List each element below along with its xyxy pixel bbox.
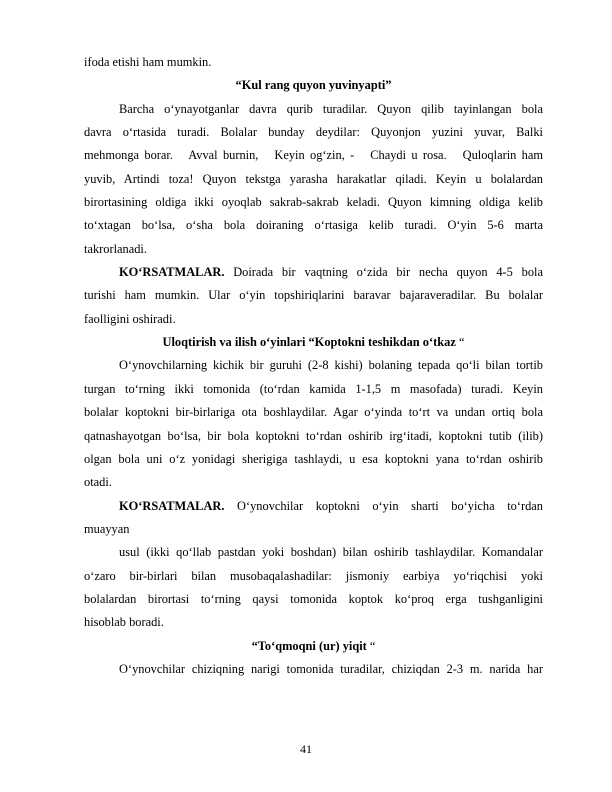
text-line: davra o‘rtasida turadi. Bolalar bunday deydilar: Quyonjon yuzini yuvar, Balki [84,125,543,140]
text-line: muayyan [84,521,130,536]
game-title-quote: “ [366,638,376,653]
section-heading-quote: “ [455,335,465,350]
game-title-heading: “Kul rang quyon yuvinyapti” [235,78,392,93]
text-line [84,495,543,518]
text-line: qatnashayotgan bo‘lsa, bir bola koptokni to‘rdan oshirib irg‘itadi, koptokni tutib (ilib) [84,428,543,443]
game-title-bold: “To‘qmoqni (ur) yiqit [251,638,367,653]
text-line: olgan bola uni o‘z yonidagi sherigiga tashlaydi, u esa koptokni yana to‘rdan oshirib [84,451,543,466]
text-line: bolalar koptokni bir-birlariga ota boshlaydilar. Agar o‘yinda to‘rt va undan ortiq bola [84,405,543,420]
game-title-heading [84,635,543,658]
instructions-label: KO‘RSATMALAR. [119,265,225,280]
text-line: usul (ikki qo‘llab pastdan yoki boshdan) bilan oshirib tashlaydilar. Komandalar [119,545,543,560]
text-line: turishi ham mumkin. Ular o‘yin topshiriqlarini baravar bajaraveradilar. Bu bolalar [84,288,543,303]
page-number: 41 [300,742,312,756]
section-heading-bold: Uloqtirish va ilish o‘yinlari “Koptokni teshikdan o‘tkaz [162,335,456,350]
text-span: O‘ynovchilar koptokni o‘yin sharti bo‘yicha to‘rdan [224,498,543,513]
text-line [84,261,543,284]
text-line: O‘ynovchilar chiziqning narigi tomonida turadilar, chiziqdan 2-3 m. narida har [119,661,543,676]
text-line: mehmonga borar. Avval burnin, Keyin og‘zin, - Chaydi u rosa. Quloqlarin ham [84,148,543,163]
body-text [84,51,543,681]
text-line: otadi. [84,475,112,490]
text-line: faolligini oshiradi. [84,311,176,326]
text-line: ifoda etishi ham mumkin. [84,55,212,69]
text-line: o‘zaro bir-birlari bilan musobaqalashadilar: jismoniy earbiya yo‘riqchisi yoki [84,568,543,583]
text-span: Doirada bir vaqtning o‘zida bir necha quyon 4-5 bola [224,265,543,280]
section-heading [84,331,543,354]
text-line: hisoblab boradi. [84,615,164,630]
text-line: birortasining oldiga ikki oyoqlab sakrab-sakrab keladi. Quyon kimning oldiga kelib [84,195,543,210]
text-line: bolalardan birortasi to‘rning qaysi tomonida koptok ko‘proq erga tushganligini [84,591,543,606]
text-line: O‘ynovchilarning kichik bir guruhi (2-8 kishi) bolaning tepada qo‘li bilan tortib [119,358,543,373]
instructions-label: KO‘RSATMALAR. [119,498,225,513]
text-line: to‘xtagan bo‘lsa, o‘sha bola doiraning o‘rtasiga kelib turadi. O‘yin 5-6 marta [84,218,543,233]
text-line: Barcha o‘ynayotganlar davra qurib turadilar. Quyon qilib tayinlangan bola [119,101,543,116]
text-line: takrorlanadi. [84,241,147,256]
text-line: turgan to‘rning ikki tomonida (to‘rdan kamida 1-1,5 m masofada) turadi. Keyin [84,381,543,396]
text-line: yuvib, Artindi toza! Quyon tekstga yarasha harakatlar qiladi. Keyin u bolalardan [84,171,543,186]
